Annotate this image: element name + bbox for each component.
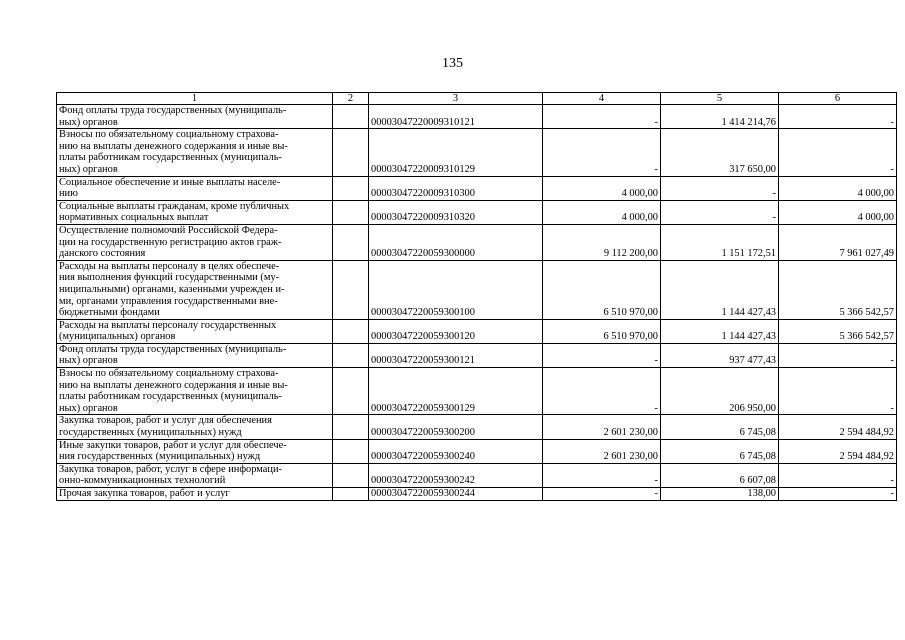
column-header: 3 xyxy=(369,93,543,105)
row-col2 xyxy=(333,200,369,224)
row-col6: 5 366 542,57 xyxy=(779,260,897,319)
row-col2 xyxy=(333,260,369,319)
row-col4: 9 112 200,00 xyxy=(543,224,661,260)
row-col4: - xyxy=(543,463,661,487)
row-col6: - xyxy=(779,105,897,129)
row-col4: 4 000,00 xyxy=(543,200,661,224)
row-col4: 2 601 230,00 xyxy=(543,415,661,439)
table-row xyxy=(57,224,897,260)
row-code: 00003047220059300121 xyxy=(369,343,543,367)
row-col4: 2 601 230,00 xyxy=(543,439,661,463)
row-col4: 6 510 970,00 xyxy=(543,319,661,343)
row-col6: - xyxy=(779,368,897,415)
row-col6: 4 000,00 xyxy=(779,200,897,224)
row-name: Социальные выплаты гражданам, кроме публичных нормативных социальных выплат xyxy=(57,200,333,224)
row-col6: 2 594 484,92 xyxy=(779,415,897,439)
row-code: 00003047220059300129 xyxy=(369,368,543,415)
row-col4: - xyxy=(543,368,661,415)
row-col2 xyxy=(333,463,369,487)
column-header: 4 xyxy=(543,93,661,105)
row-col2 xyxy=(333,176,369,200)
column-header: 5 xyxy=(661,93,779,105)
row-col5: 6 745,08 xyxy=(661,415,779,439)
row-name: Иные закупки товаров, работ и услуг для обеспече- ния государственных (муниципальных) нужд xyxy=(57,439,333,463)
row-col6: - xyxy=(779,343,897,367)
row-code: 00003047220059300200 xyxy=(369,415,543,439)
row-code: 00003047220009310121 xyxy=(369,105,543,129)
table-row xyxy=(57,415,897,439)
row-col5: - xyxy=(661,176,779,200)
table-row xyxy=(57,319,897,343)
table-row xyxy=(57,129,897,176)
column-header: 2 xyxy=(333,93,369,105)
row-col5: 6 745,08 xyxy=(661,439,779,463)
row-name: Расходы на выплаты персоналу в целях обеспече- ния выполнения функций государственными (му- ниципальными) органами, казенными учрежден и- ми, органами управления государственными вне- бюджетными фондами xyxy=(57,260,333,319)
row-col5: 1 414 214,76 xyxy=(661,105,779,129)
row-col2 xyxy=(333,439,369,463)
row-col6: 7 961 027,49 xyxy=(779,224,897,260)
row-col2 xyxy=(333,415,369,439)
row-name: Расходы на выплаты персоналу государственных (муниципальных) органов xyxy=(57,319,333,343)
row-name: Закупка товаров, работ, услуг в сфере информаци- онно-коммуникационных технологий xyxy=(57,463,333,487)
budget-table xyxy=(56,92,897,501)
row-name: Закупка товаров, работ и услуг для обеспечения государственных (муниципальных) нужд xyxy=(57,415,333,439)
row-code: 00003047220059300244 xyxy=(369,488,543,501)
row-col2 xyxy=(333,105,369,129)
table-row xyxy=(57,176,897,200)
row-code: 00003047220009310300 xyxy=(369,176,543,200)
page-number: 135 xyxy=(442,56,463,71)
row-code: 00003047220059300000 xyxy=(369,224,543,260)
row-name: Фонд оплаты труда государственных (муниципаль- ных) органов xyxy=(57,105,333,129)
column-header: 1 xyxy=(57,93,333,105)
row-name: Социальное обеспечение и иные выплаты населе- нию xyxy=(57,176,333,200)
row-col5: 206 950,00 xyxy=(661,368,779,415)
table-row xyxy=(57,463,897,487)
row-col4: 4 000,00 xyxy=(543,176,661,200)
row-code: 00003047220009310129 xyxy=(369,129,543,176)
row-col2 xyxy=(333,319,369,343)
row-col4: 6 510 970,00 xyxy=(543,260,661,319)
row-col6: 5 366 542,57 xyxy=(779,319,897,343)
row-col2 xyxy=(333,224,369,260)
row-col5: 1 144 427,43 xyxy=(661,319,779,343)
row-col2 xyxy=(333,129,369,176)
row-col5: 6 607,08 xyxy=(661,463,779,487)
row-col6: - xyxy=(779,463,897,487)
row-col5: 1 144 427,43 xyxy=(661,260,779,319)
row-col2 xyxy=(333,488,369,501)
row-name: Осуществление полномочий Российской Федера- ции на государственную регистрацию актов граж- данского состояния xyxy=(57,224,333,260)
row-col5: 1 151 172,51 xyxy=(661,224,779,260)
table-row xyxy=(57,368,897,415)
row-col5: - xyxy=(661,200,779,224)
row-name: Фонд оплаты труда государственных (муниципаль- ных) органов xyxy=(57,343,333,367)
row-col4: - xyxy=(543,488,661,501)
row-col5: 138,00 xyxy=(661,488,779,501)
table-row xyxy=(57,105,897,129)
row-col5: 937 477,43 xyxy=(661,343,779,367)
column-header: 6 xyxy=(779,93,897,105)
row-col2 xyxy=(333,368,369,415)
table-row xyxy=(57,343,897,367)
row-col6: 2 594 484,92 xyxy=(779,439,897,463)
row-code: 00003047220009310320 xyxy=(369,200,543,224)
table-row xyxy=(57,200,897,224)
row-col2 xyxy=(333,343,369,367)
row-code: 00003047220059300242 xyxy=(369,463,543,487)
row-code: 00003047220059300100 xyxy=(369,260,543,319)
row-name: Прочая закупка товаров, работ и услуг xyxy=(57,488,333,501)
row-code: 00003047220059300120 xyxy=(369,319,543,343)
table-row xyxy=(57,260,897,319)
header-row xyxy=(57,93,897,105)
row-col4: - xyxy=(543,343,661,367)
row-col4: - xyxy=(543,129,661,176)
row-col6: 4 000,00 xyxy=(779,176,897,200)
table-row xyxy=(57,439,897,463)
row-col4: - xyxy=(543,105,661,129)
row-col5: 317 650,00 xyxy=(661,129,779,176)
row-code: 00003047220059300240 xyxy=(369,439,543,463)
row-col6: - xyxy=(779,129,897,176)
table-row xyxy=(57,488,897,501)
row-col6: - xyxy=(779,488,897,501)
row-name: Взносы по обязательному социальному страхова- нию на выплаты денежного содержания и иные вы- платы работникам государственных (муниципаль- ных) органов xyxy=(57,129,333,176)
row-name: Взносы по обязательному социальному страхова- нию на выплаты денежного содержания и иные вы- платы работникам государственных (муниципаль- ных) органов xyxy=(57,368,333,415)
